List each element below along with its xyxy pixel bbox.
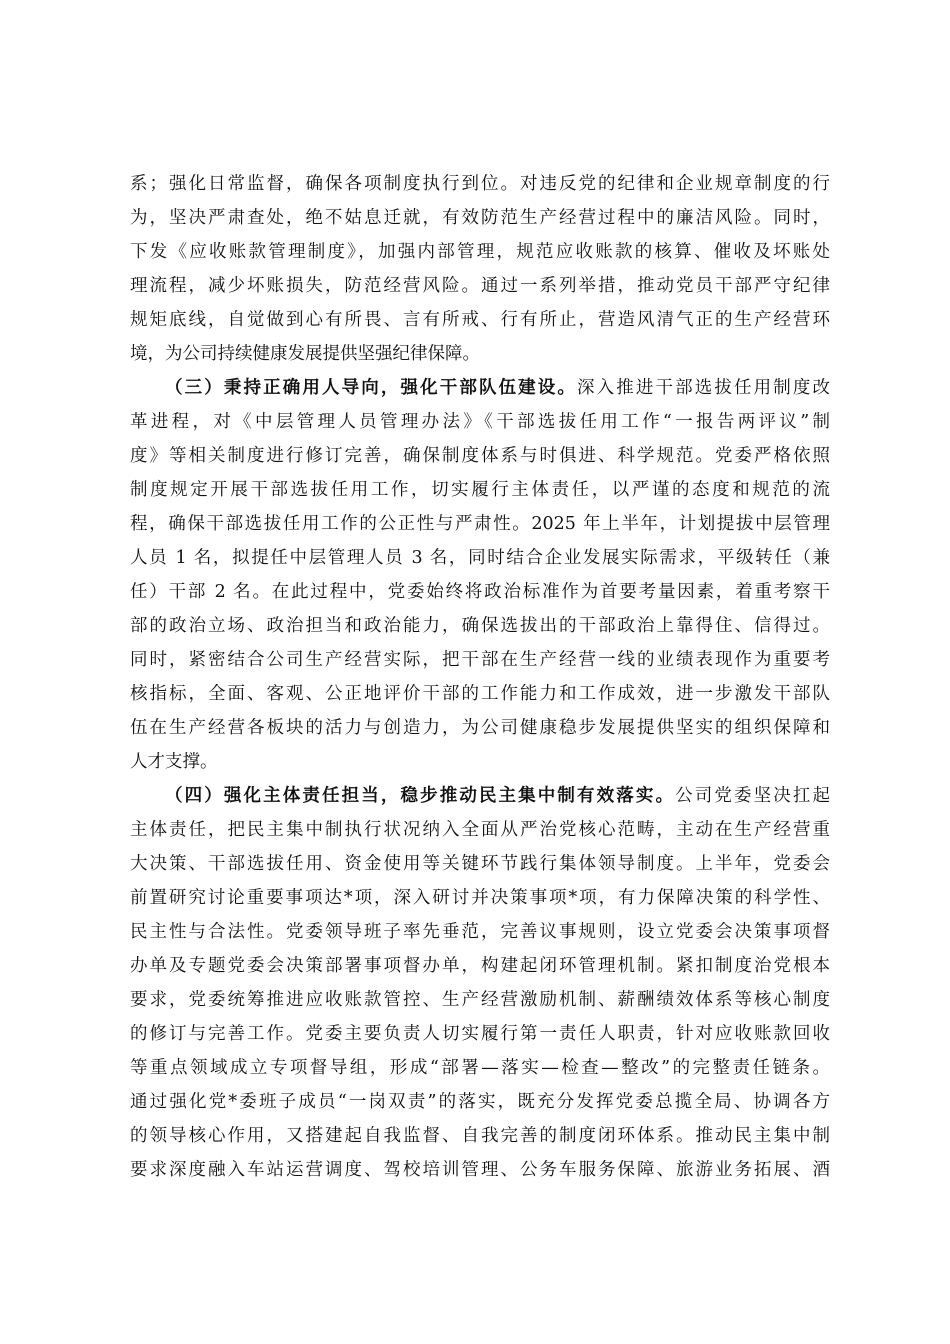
paragraph-democratic-centralism bbox=[130, 779, 830, 1187]
text-run: 深入推进干部选拔任用制度改 bbox=[577, 378, 830, 398]
text-line: 人员 1 名，拟提任中层管理人员 3 名，同时结合企业发展实际需求，平级转任（兼 bbox=[130, 548, 830, 568]
text-line: 大决策、干部选拔任用、资金使用等关键环节践行集体领导制度。上半年，党委会 bbox=[130, 854, 830, 874]
text-line: 要求，党委统筹推进应收账款管控、生产经营激励机制、薪酬绩效体系等核心制度 bbox=[130, 990, 830, 1010]
text-line: 核指标，全面、客观、公正地评价干部的工作能力和工作成效，进一步激发干部队 bbox=[130, 684, 830, 704]
text-line: 部的政治立场、政治担当和政治能力，确保选拔出的干部政治上靠得住、信得过。 bbox=[130, 616, 830, 636]
text-line: 人才支撑。 bbox=[130, 752, 218, 772]
text-line: 办单及专题党委会决策部署事项督办单，构建起闭环管理机制。紧扣制度治党根本 bbox=[130, 956, 830, 976]
paragraph-discipline bbox=[130, 167, 830, 371]
text-run: 公司党委坚决扛起 bbox=[675, 786, 830, 806]
text-line: 要求深度融入车站运营调度、驾校培训管理、公务车服务保障、旅游业务拓展、酒 bbox=[130, 1160, 830, 1180]
text-line: 制度规定开展干部选拔任用工作，切实履行主体责任，以严谨的态度和规范的流 bbox=[130, 480, 830, 500]
text-line: 伍在生产经营各板块的活力与创造力，为公司健康稳步发展提供坚实的组织保障和 bbox=[130, 718, 830, 738]
paragraph-first-line bbox=[130, 371, 830, 405]
text-line: 境，为公司持续健康发展提供坚强纪律保障。 bbox=[130, 344, 480, 364]
text-line: 的领导核心作用，又搭建起自我监督、自我完善的制度闭环体系。推动民主集中制 bbox=[130, 1126, 830, 1146]
section-heading: （四）强化主体责任担当，稳步推动民主集中制有效落实。 bbox=[165, 786, 676, 806]
text-line: 民主性与合法性。党委领导班子率先垂范，完善议事规则，设立党委会决策事项督 bbox=[130, 922, 830, 942]
text-line: 的修订与完善工作。党委主要负责人切实履行第一责任人职责，针对应收账款回收 bbox=[130, 1024, 830, 1044]
text-line: 下发《应收账款管理制度》，加强内部管理，规范应收账款的核算、催收及坏账处 bbox=[130, 242, 830, 262]
text-line: 为，坚决严肃查处，绝不姑息迁就，有效防范生产经营过程中的廉洁风险。同时， bbox=[130, 208, 830, 228]
document-page bbox=[130, 167, 830, 1187]
text-line: 通过强化党*委班子成员“一岗双责”的落实，既充分发挥党委总揽全局、协调各方 bbox=[130, 1092, 830, 1112]
section-heading: （三）秉持正确用人导向，强化干部队伍建设。 bbox=[165, 378, 578, 398]
text-line: 程，确保干部选拔任用工作的公正性与严肃性。2025 年上半年，计划提拔中层管理 bbox=[130, 514, 830, 534]
text-line: 主体责任，把民主集中制执行状况纳入全面从严治党核心范畴，主动在生产经营重 bbox=[130, 820, 830, 840]
text-line: 等重点领域成立专项督导组，形成“部署—落实—检查—整改”的完整责任链条。 bbox=[130, 1058, 830, 1078]
text-line: 前置研究讨论重要事项达*项，深入研讨并决策事项*项，有力保障决策的科学性、 bbox=[130, 888, 830, 908]
text-line: 同时，紧密结合公司生产经营实际，把干部在生产经营一线的业绩表现作为重要考 bbox=[130, 650, 830, 670]
text-line: 规矩底线，自觉做到心有所畏、言有所戒、行有所止，营造风清气正的生产经营环 bbox=[130, 310, 830, 330]
paragraph-cadre-building bbox=[130, 371, 830, 779]
text-line: 度》等相关制度进行修订完善，确保制度体系与时俱进、科学规范。党委严格依照 bbox=[130, 446, 830, 466]
paragraph-first-line bbox=[130, 779, 830, 813]
text-line: 理流程，减少坏账损失，防范经营风险。通过一系列举措，推动党员干部严守纪律 bbox=[130, 276, 830, 296]
text-line: 系；强化日常监督，确保各项制度执行到位。对违反党的纪律和企业规章制度的行 bbox=[130, 174, 830, 194]
text-line: 任）干部 2 名。在此过程中，党委始终将政治标准作为首要考量因素，着重考察干 bbox=[130, 582, 830, 602]
text-line: 革进程，对《中层管理人员管理办法》《干部选拔任用工作“一报告两评议”制 bbox=[130, 412, 830, 432]
